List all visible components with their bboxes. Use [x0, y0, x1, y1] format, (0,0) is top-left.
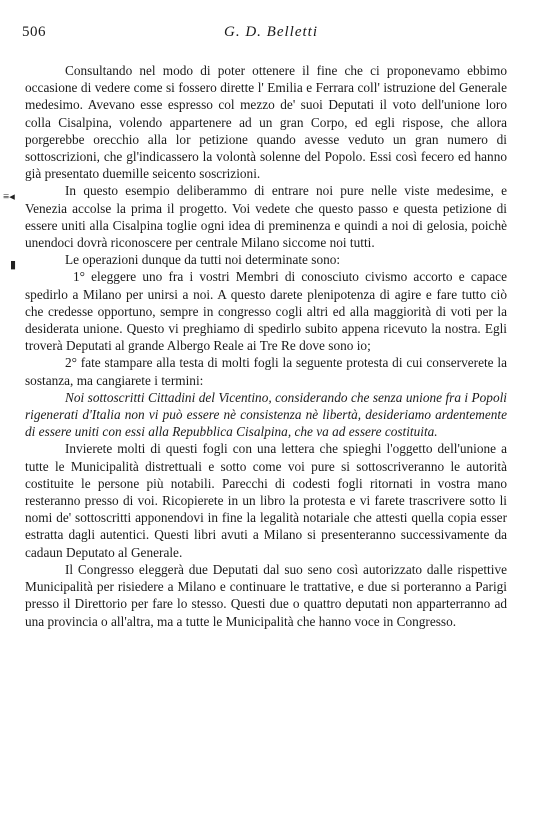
margin-mark-1: ≡◂	[3, 191, 15, 203]
margin-mark-2: ▮	[10, 259, 17, 271]
paragraph-3: Le operazioni dunque da tutti noi determinate sono:	[65, 252, 341, 268]
protest-text: Noi sottoscritti Cittadini del Vicentino, considerando che senza unione fra i Popoli rigenerati d'Italia non vi può essere nè consistenza nè libertà, desideriamo ardentemente di essere uniti con essi alla Repubblica Cisalpina, che va ad essere costituita.	[25, 389, 507, 440]
page-number: 506	[22, 24, 46, 40]
page-header	[22, 24, 520, 46]
paragraph-4: Invierete molti di questi fogli con una lettera che spieghi l'oggetto dell'unione a tutte le Municipalità distrettuali e sotto come voi pure si sottoscriveranno le autorità costituite le persone più notabili. Parecchi di codesti fogli ritornati in vostra mano resteranno presso di voi. Ricopierete in un libro la protesta e vi farete trascrivere sotto li nomi de' sottoscritti apponendovi in fine la legalità notariale che attesti quella copia esser estratta dagli autentici. Questi libri avuti a Milano si presenteranno successivamente da cadaun Deputato al Generale.	[25, 441, 507, 560]
paragraph-5: Il Congresso eleggerà due Deputati dal suo seno così autorizzato dalle rispettive Municipalità per risiedere a Milano e continuare le trattative, e due si porteranno a Parigi presso il Direttorio per fare lo stesso. Questi due o quattro deputati non apparterranno ad una provincia o all'altra, ma a tutte le Municipalità che hanno voce in Congresso.	[25, 561, 507, 629]
paragraph-item-1: 1° eleggere uno fra i vostri Membri di conosciuto civismo accorto e capace spedirlo a Milano per unirsi a noi. A questo darete plenipotenza di agire e fare tutto ciò che credesse opportuno, sempre in congresso cogli altri ed alla maggiorità di voti per la desiderata unione. Questo vi preghiamo di spedirlo subito appena ricevuto la nostra. Egli troverà Deputati al grande Albergo Reale ai Tre Re dove sono io;	[25, 269, 507, 354]
paragraph-item-2: 2° fate stampare alla testa di molti fogli la seguente protesta di cui conserverete la sostanza, ma cangiarete i termini:	[25, 355, 507, 388]
running-head: G. D. Belletti	[224, 24, 318, 40]
paragraph-2: In questo esempio deliberammo di entrare noi pure nelle viste medesime, e Venezia accolse la prima il progetto. Voi vedete che questo passo e questa petizione di essere uniti alla Cisalpina toglie ogni idea di preminenza e quindi a noi di gelosia, poichè unendoci dovrà riconoscere per centrale Milano siccome noi tutti.	[25, 183, 507, 251]
paragraph-1: Consultando nel modo di poter ottenere il fine che ci proponevamo ebbimo occasione di vedere come si fossero dirette l' Emilia e Ferrara coll' istruzione del Generale medesimo. Avevano esse espresso col mezzo de' suoi Deputati il voto dell'unione loro colla Cisalpina, volendo appartenere ad un gran Corpo, ed egli rispose, che allora porgerebbe orecchio alla lor petizione quando avesse veduto un gran numero di sottoscrizioni, che gl'indicassero la volontà solenne del Popolo. Essi così fecero ed hanno già presentato duemille seicento soscrizioni.	[25, 63, 507, 182]
body-text	[25, 62, 507, 630]
